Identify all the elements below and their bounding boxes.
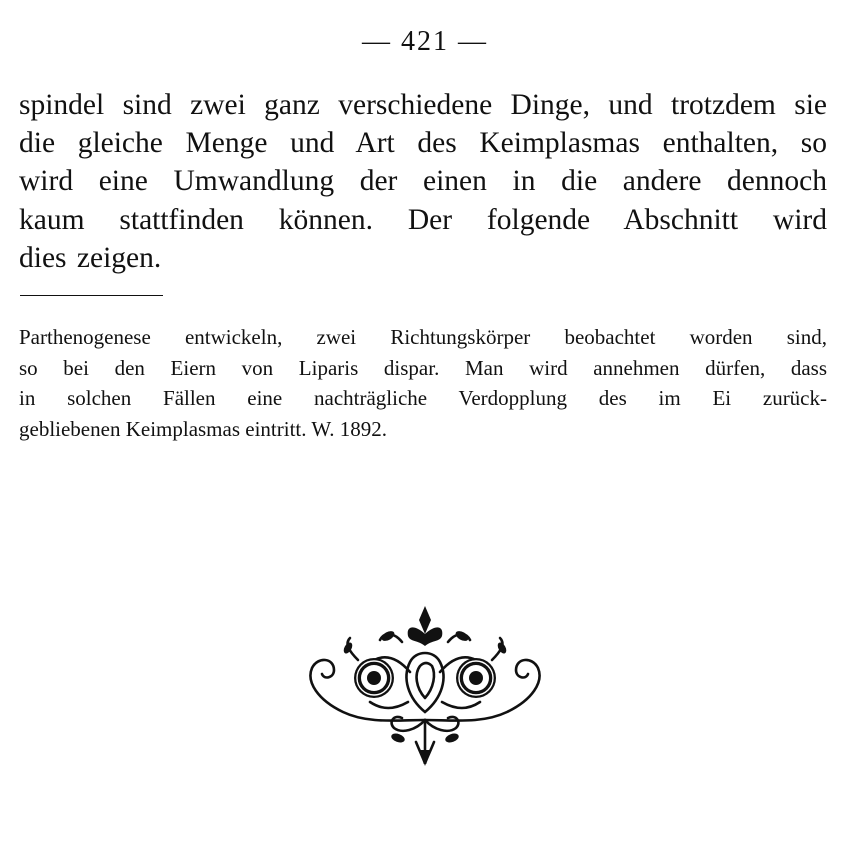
body-line: die gleiche Menge und Art des Keimplasmas enthalten, so <box>19 127 827 160</box>
body-line: kaum stattfinden können. Der folgende Abschnitt wird <box>19 203 827 236</box>
footnote-line: so bei den Eiern von Liparis dispar. Man wird annehmen dürfen, dass <box>19 355 827 380</box>
page-number: — 421 — <box>362 26 488 57</box>
footnote <box>19 322 827 444</box>
footnote-divider <box>20 295 163 296</box>
footnote-line: in solchen Fällen eine nachträgliche Verdopplung des im Ei zurück- <box>19 386 827 410</box>
footnote-line: gebliebenen Keimplasmas eintritt. W. 1892. <box>19 416 388 441</box>
body-line: spindel sind zwei ganz verschiedene Dinge, und trotzdem sie <box>19 89 827 121</box>
body-line: wird eine Umwandlung der einen in die andere dennoch <box>19 165 827 198</box>
body-line: dies zeigen. <box>19 241 162 274</box>
body-paragraph <box>19 86 827 277</box>
floral-vignette-icon <box>298 602 552 768</box>
footnote-line: Parthenogenese entwickeln, zwei Richtungskörper beobachtet worden sind, <box>19 325 827 349</box>
